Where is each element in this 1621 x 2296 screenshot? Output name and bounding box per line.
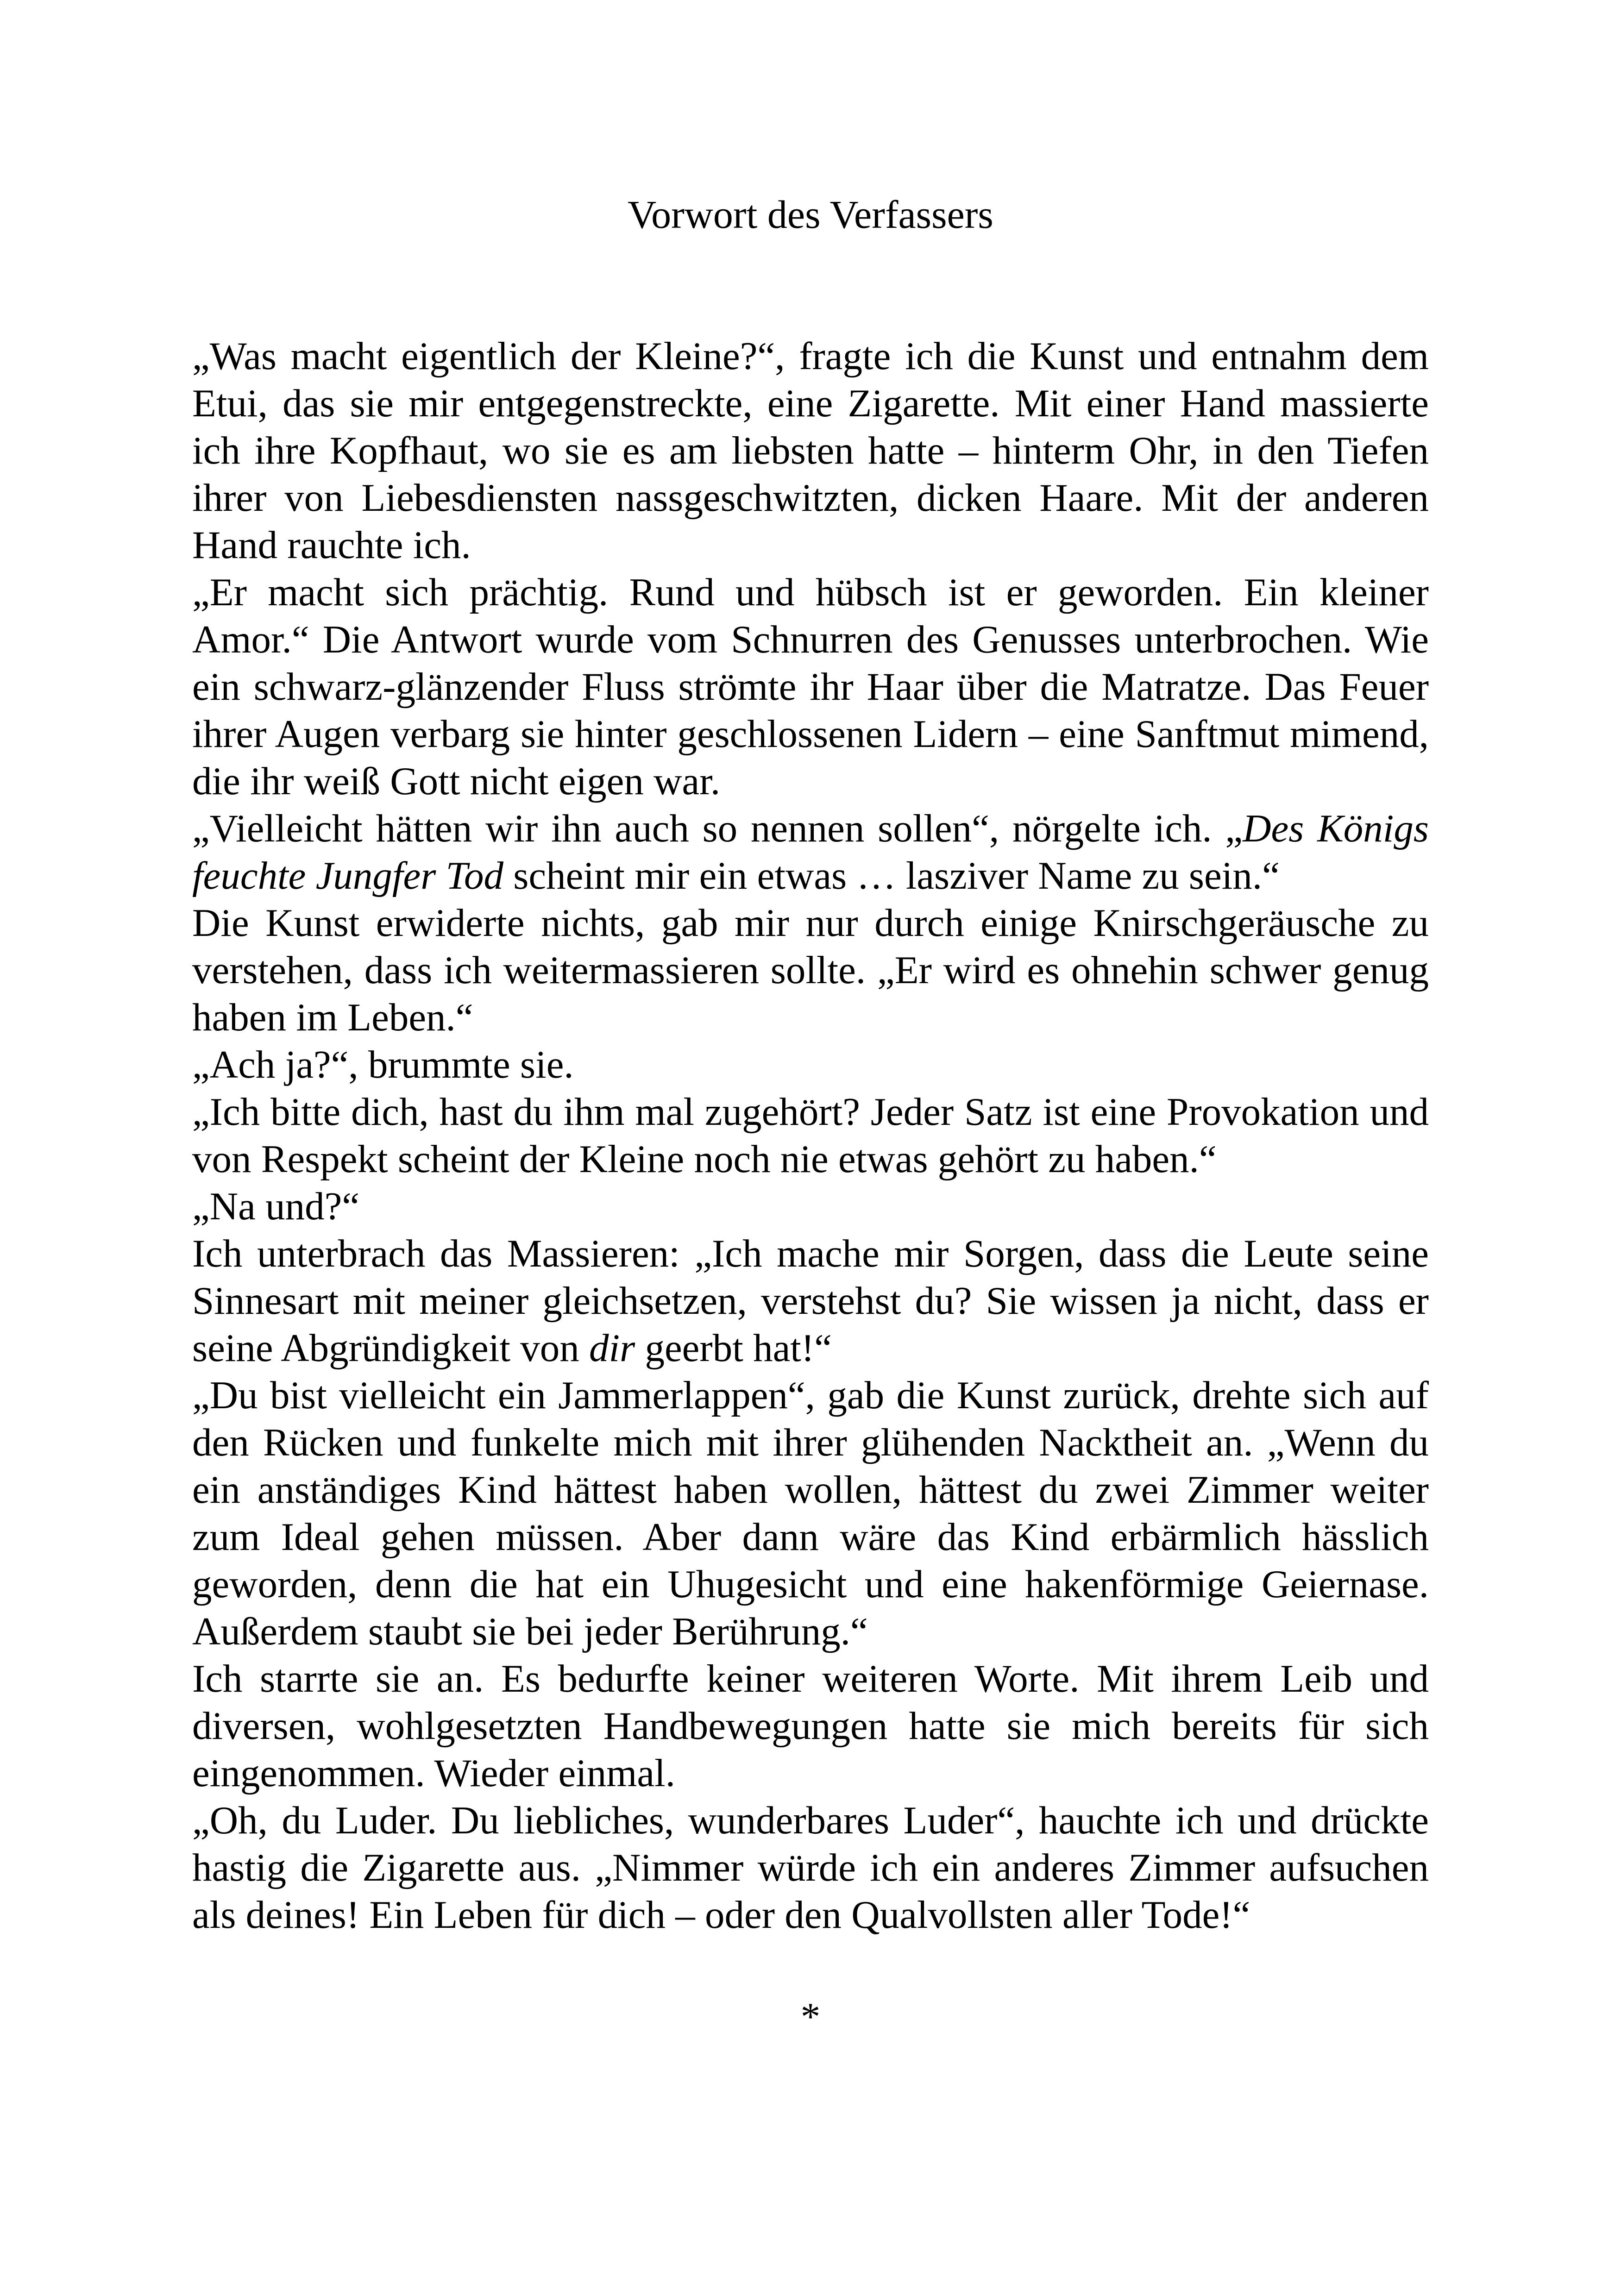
paragraph-10: Ich starrte sie an. Es bedurfte keiner weiteren Worte. Mit ihrem Leib und diversen, wohlgesetzten Handbewegungen hatte sie mich bereits für sich eingenommen. Wieder einmal.	[192, 1657, 1429, 1795]
paragraph-3-text-after: scheint mir ein etwas … lasziver Name zu sein.“	[503, 854, 1280, 897]
paragraph-9: „Du bist vielleicht ein Jammerlappen“, gab die Kunst zurück, drehte sich auf den Rücken und funkelte mich mit ihrer glühenden Nacktheit an. „Wenn du ein anständiges Kind hättest haben wollen, hättest du zwei Zimmer weiter zum Ideal gehen müssen. Aber dann wäre das Kind erbärmlich hässlich geworden, denn die hat ein Uhugesicht und eine hakenförmige Geiernase. Außerdem staubt sie bei jeder Berührung.“	[192, 1374, 1429, 1653]
paragraph-8-text-before: Ich unterbrach das Massieren: „Ich mache mir Sorgen, dass die Leute seine Sinnesart mit meiner gleichsetzen, verstehst du? Sie wissen ja nicht, dass er seine Abgründigkeit von	[192, 1232, 1429, 1370]
page-title: Vorwort des Verfassers	[628, 192, 993, 237]
paragraph-3-italic-title: Des Königs feuchte Jungfer Tod	[192, 807, 1429, 897]
paragraph-1: „Was macht eigentlich der Kleine?“, fragte ich die Kunst und entnahm dem Etui, das sie mir entgegenstreckte, eine Zigarette. Mit einer Hand massierte ich ihre Kopfhaut, wo sie es am liebsten hatte – hinterm Ohr, in den Tiefen ihrer von Liebesdiensten nassgeschwitzten, dicken Haare. Mit der anderen Hand rauchte ich.	[192, 334, 1429, 567]
paragraph-8-italic-word: dir	[589, 1326, 635, 1370]
paragraph-4: Die Kunst erwiderte nichts, gab mir nur durch einige Knirschgeräusche zu verstehen, dass ich weitermassieren sollte. „Er wird es ohnehin schwer genug haben im Leben.“	[192, 901, 1429, 1039]
paragraph-8	[192, 1230, 1429, 1372]
paragraph-3	[192, 805, 1429, 899]
paragraph-6: „Ich bitte dich, hast du ihm mal zugehört? Jeder Satz ist eine Provokation und von Respekt scheint der Kleine noch nie etwas gehört zu haben.“	[192, 1090, 1429, 1181]
paragraph-5: „Ach ja?“, brummte sie.	[192, 1043, 574, 1086]
section-separator: *	[800, 1995, 821, 2039]
body-text	[192, 332, 1429, 1938]
paragraph-8-text-after: geerbt hat!“	[635, 1326, 832, 1370]
paragraph-3-text-before: „Vielleicht hätten wir ihn auch so nennen sollen“, nörgelte ich. „	[192, 807, 1243, 850]
paragraph-2: „Er macht sich prächtig. Rund und hübsch ist er geworden. Ein kleiner Amor.“ Die Antwort wurde vom Schnurren des Genusses unterbrochen. Wie ein schwarz-glänzender Fluss strömte ihr Haar über die Matratze. Das Feuer ihrer Augen verbarg sie hinter geschlossenen Lidern – eine Sanftmut mimend, die ihr weiß Gott nicht eigen war.	[192, 571, 1429, 803]
paragraph-11: „Oh, du Luder. Du liebliches, wunderbares Luder“, hauchte ich und drückte hastig die Zigarette aus. „Nimmer würde ich ein anderes Zimmer aufsuchen als deines! Ein Leben für dich – oder den Qualvollsten aller Tode!“	[192, 1799, 1429, 1937]
paragraph-7: „Na und?“	[192, 1185, 360, 1228]
